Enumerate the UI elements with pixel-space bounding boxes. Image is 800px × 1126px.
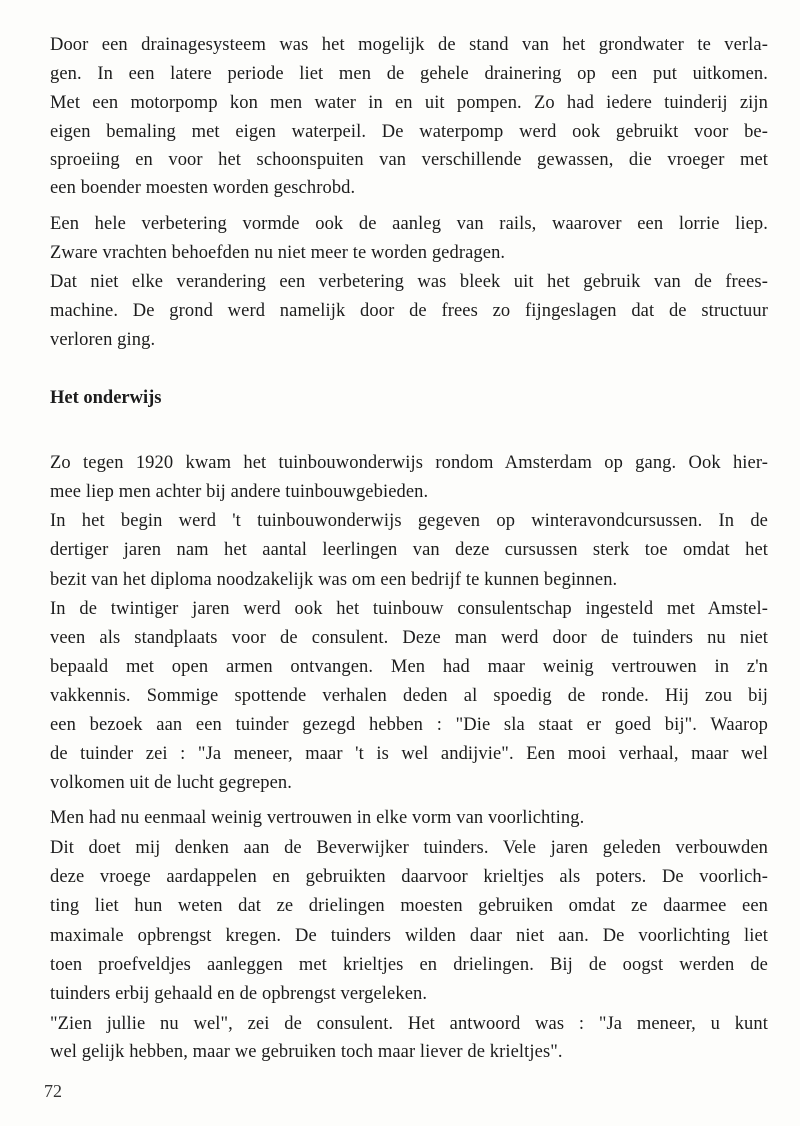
- text-line: Door een drainagesysteem was het mogelijk de stand van het grondwater te verla-: [50, 35, 768, 55]
- text-line: verloren ging.: [50, 330, 156, 350]
- text-line: dertiger jaren nam het aantal leerlingen van deze cursussen sterk toe omdat het: [50, 540, 768, 560]
- text-line: sproeiing en voor het schoonspuiten van verschillende gewassen, die vroeger met: [50, 150, 768, 170]
- text-line: volkomen uit de lucht gegrepen.: [50, 773, 292, 793]
- text-line: de tuinder zei : "Ja meneer, maar 't is wel andijvie". Een mooi verhaal, maar wel: [50, 744, 768, 764]
- text-line: machine. De grond werd namelijk door de frees zo fijngeslagen dat de structuur: [50, 301, 768, 321]
- text-line: Een hele verbetering vormde ook de aanleg van rails, waarover een lorrie liep.: [50, 214, 768, 234]
- section-heading: Het onderwijs: [50, 388, 162, 408]
- text-line: een boender moesten worden geschrobd.: [50, 178, 356, 198]
- text-line: maximale opbrengst kregen. De tuinders wilden daar niet aan. De voorlichting liet: [50, 926, 768, 946]
- text-line: een bezoek aan een tuinder gezegd hebben : "Die sla staat er goed bij". Waarop: [50, 715, 768, 735]
- text-line: "Zien jullie nu wel", zei de consulent. Het antwoord was : "Ja meneer, u kunt: [50, 1014, 768, 1034]
- text-line: deze vroege aardappelen en gebruikten daarvoor krieltjes als poters. De voorlich-: [50, 867, 768, 887]
- text-line: Zware vrachten behoefden nu niet meer te worden gedragen.: [50, 243, 506, 263]
- page-number: 72: [44, 1081, 62, 1101]
- text-line: ting liet hun weten dat ze drielingen moesten gebruiken omdat ze daarmee een: [50, 896, 768, 916]
- text-line: toen proefveldjes aanleggen met krieltjes en drielingen. Bij de oogst werden de: [50, 955, 768, 975]
- text-line: vakkennis. Sommige spottende verhalen deden al spoedig de ronde. Hij zou bij: [50, 686, 768, 706]
- text-line: Met een motorpomp kon men water in en uit pompen. Zo had iedere tuinderij zijn: [50, 93, 768, 113]
- text-line: mee liep men achter bij andere tuinbouwgebieden.: [50, 482, 429, 502]
- text-line: bepaald met open armen ontvangen. Men had maar weinig vertrouwen in z'n: [50, 657, 768, 677]
- text-line: In de twintiger jaren werd ook het tuinbouw consulentschap ingesteld met Amstel-: [50, 599, 768, 619]
- text-line: wel gelijk hebben, maar we gebruiken toch maar liever de krieltjes".: [50, 1042, 563, 1062]
- text-line: eigen bemaling met eigen waterpeil. De waterpomp werd ook gebruikt voor be-: [50, 122, 768, 142]
- text-line: gen. In een latere periode liet men de gehele drainering op een put uitkomen.: [50, 64, 768, 84]
- text-line: tuinders erbij gehaald en de opbrengst vergeleken.: [50, 984, 428, 1004]
- text-line: veen als standplaats voor de consulent. Deze man werd door de tuinders nu niet: [50, 628, 768, 648]
- text-line: Zo tegen 1920 kwam het tuinbouwonderwijs rondom Amsterdam op gang. Ook hier-: [50, 453, 768, 473]
- text-line: Men had nu eenmaal weinig vertrouwen in elke vorm van voorlichting.: [50, 808, 585, 828]
- text-line: In het begin werd 't tuinbouwonderwijs gegeven op winteravondcursussen. In de: [50, 511, 768, 531]
- text-line: Dit doet mij denken aan de Beverwijker tuinders. Vele jaren geleden verbouwden: [50, 838, 768, 858]
- text-line: bezit van het diploma noodzakelijk was om een bedrijf te kunnen beginnen.: [50, 570, 618, 590]
- text-line: Dat niet elke verandering een verbetering was bleek uit het gebruik van de frees-: [50, 272, 768, 292]
